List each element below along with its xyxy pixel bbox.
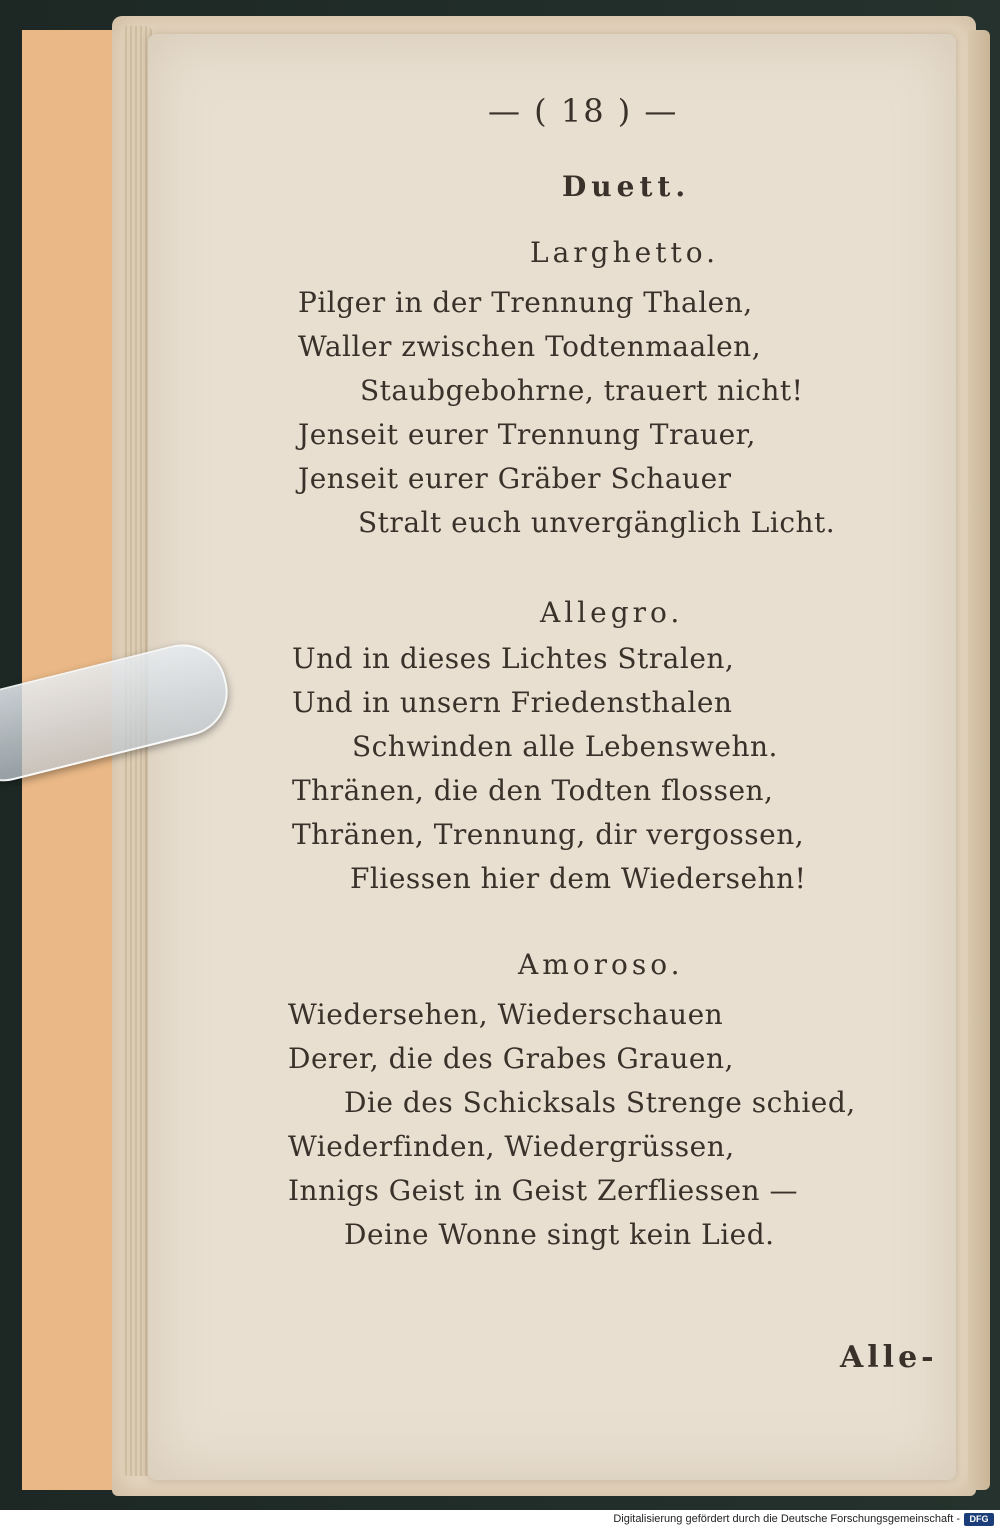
section-tempo-amoroso: Amoroso. xyxy=(518,948,684,981)
verse-line: Waller zwischen Todtenmaalen, xyxy=(298,330,762,363)
verse-line: Wiedersehen, Wiederschauen xyxy=(288,998,724,1031)
footer-bar xyxy=(0,1510,1000,1530)
page-number: — ( 18 ) — xyxy=(488,92,679,130)
verse-line: Innigs Geist in Geist Zerfliessen — xyxy=(288,1174,798,1207)
catchword: Alle- xyxy=(840,1340,938,1375)
footer-credit: Digitalisierung gefördert durch die Deutsche Forschungsgemeinschaft - xyxy=(613,1513,960,1525)
dfg-logo-icon: DFG xyxy=(964,1513,994,1526)
verse-line: Die des Schicksals Strenge schied, xyxy=(344,1086,856,1119)
section-tempo-larghetto: Larghetto. xyxy=(530,236,719,269)
verse-line: Staubgebohrne, trauert nicht! xyxy=(360,374,804,407)
verse-line: Jenseit eurer Gräber Schauer xyxy=(298,462,732,495)
verse-line: Pilger in der Trennung Thalen, xyxy=(298,286,753,319)
verse-line: Wiederfinden, Wiedergrüssen, xyxy=(288,1130,735,1163)
verse-line: Schwinden alle Lebenswehn. xyxy=(352,730,778,763)
section-heading-duett: Duett. xyxy=(562,170,691,203)
verse-line: Und in unsern Friedensthalen xyxy=(292,686,733,719)
section-tempo-allegro: Allegro. xyxy=(540,596,684,629)
verse-line: Thränen, Trennung, dir vergossen, xyxy=(292,818,805,851)
verse-line: Thränen, die den Todten flossen, xyxy=(292,774,774,807)
verse-line: Deine Wonne singt kein Lied. xyxy=(344,1218,775,1251)
verse-line: Und in dieses Lichtes Stralen, xyxy=(292,642,735,675)
verse-line: Jenseit eurer Trennung Trauer, xyxy=(298,418,756,451)
verse-line: Stralt euch unvergänglich Licht. xyxy=(358,506,836,539)
verse-line: Fliessen hier dem Wiedersehn! xyxy=(350,862,807,895)
verse-line: Derer, die des Grabes Grauen, xyxy=(288,1042,734,1075)
